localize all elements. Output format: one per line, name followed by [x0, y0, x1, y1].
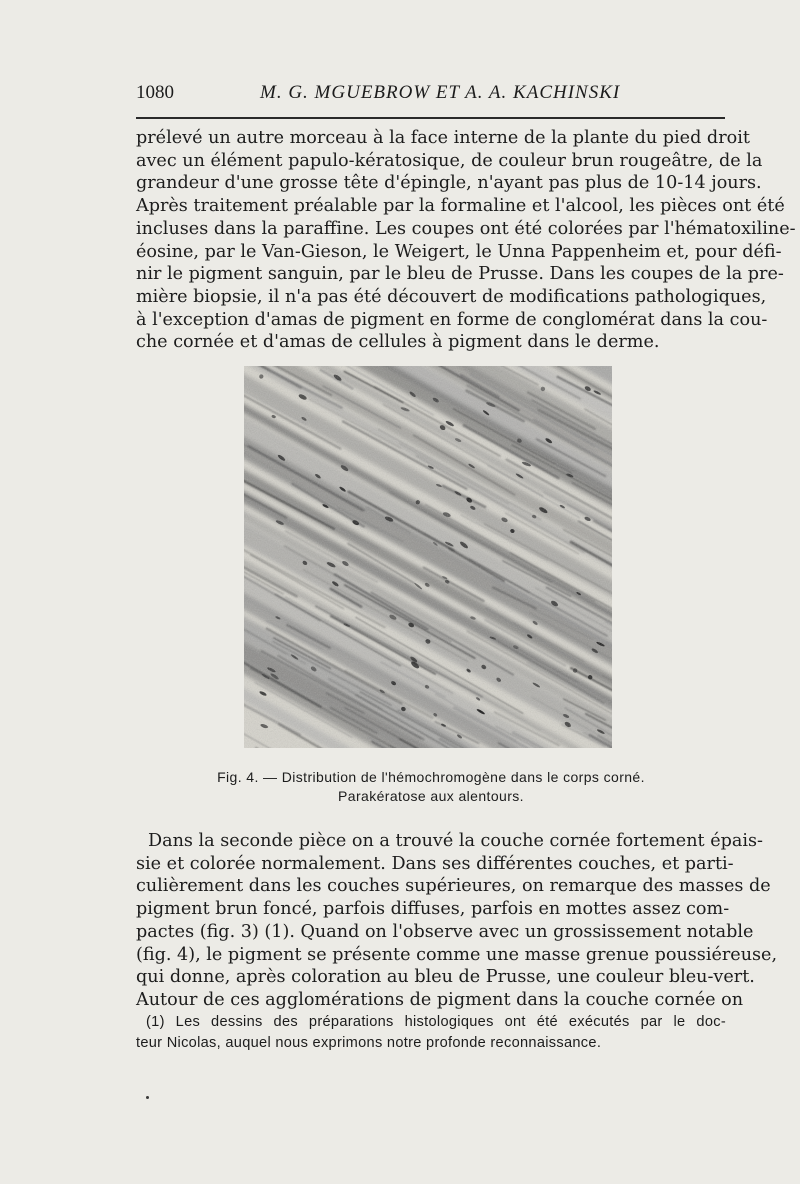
text-line: qui donne, après coloration au bleu de Prusse, une couleur bleu-vert.: [136, 967, 755, 988]
running-title: M. G. MGUEBROW ET A. A. KACHINSKI: [260, 82, 621, 103]
text-line: culièrement dans les couches supérieures, on remarque des masses de: [136, 876, 771, 897]
text-line: pactes (fig. 3) (1). Quand on l'observe avec un grossissement notable: [136, 921, 754, 942]
text-line: incluses dans la paraffine. Les coupes ont été colorées par l'hématoxiline-: [136, 218, 796, 239]
text-line: éosine, par le Van-Gieson, le Weigert, le Unna Pappenheim et, pour défi-: [136, 241, 782, 262]
paragraph-1: [136, 127, 796, 354]
text-line: nir le pigment sanguin, par le bleu de Prusse. Dans les coupes de la pre-: [136, 264, 784, 285]
print-speck: [146, 1096, 149, 1099]
text-line: grandeur d'une grosse tête d'épingle, n'ayant pas plus de 10-14 jours.: [136, 173, 762, 194]
text-line: Dans la seconde pièce on a trouvé la couche cornée fortement épais-: [148, 831, 763, 851]
text-line: Autour de ces agglomérations de pigment dans la couche cornée on: [136, 989, 744, 1010]
histology-figure: [244, 366, 612, 748]
page-number: 1080: [136, 82, 174, 103]
caption-line-2: Parakératose aux alentours.: [338, 788, 524, 804]
histology-drawing: [244, 366, 612, 748]
footnote-line: (1) Les dessins des préparations histologiques ont été exécutés par le doc-: [146, 1014, 726, 1030]
text-line: à l'exception d'amas de pigment en forme de conglomérat dans la cou-: [136, 309, 768, 330]
text-line: prélevé un autre morceau à la face interne de la plante du pied droit: [136, 128, 750, 148]
text-line: avec un élément papulo-kératosique, de couleur brun rougeâtre, de la: [136, 150, 763, 171]
footnote-line: teur Nicolas, auquel nous exprimons notre profonde reconnaissance.: [136, 1035, 602, 1051]
text-line: Après traitement préalable par la formaline et l'alcool, les pièces ont été: [136, 196, 785, 217]
header-rule: [136, 117, 725, 119]
paragraph-2: [136, 830, 778, 1012]
page-header: [136, 82, 724, 108]
text-line: sie et colorée normalement. Dans ses différentes couches, et parti-: [136, 853, 734, 874]
text-line: pigment brun foncé, parfois diffuses, parfois en mottes assez com-: [136, 899, 730, 920]
figure-caption: [136, 768, 726, 806]
text-line: mière biopsie, il n'a pas été découvert de modifications pathologiques,: [136, 286, 767, 307]
caption-line-1: Fig. 4. — Distribution de l'hémochromogène dans le corps corné.: [217, 769, 645, 785]
text-line: che cornée et d'amas de cellules à pigment dans le derme.: [136, 332, 660, 353]
text-line: (fig. 4), le pigment se présente comme une masse grenue poussiéreuse,: [136, 944, 778, 965]
footnote: [136, 1012, 726, 1054]
